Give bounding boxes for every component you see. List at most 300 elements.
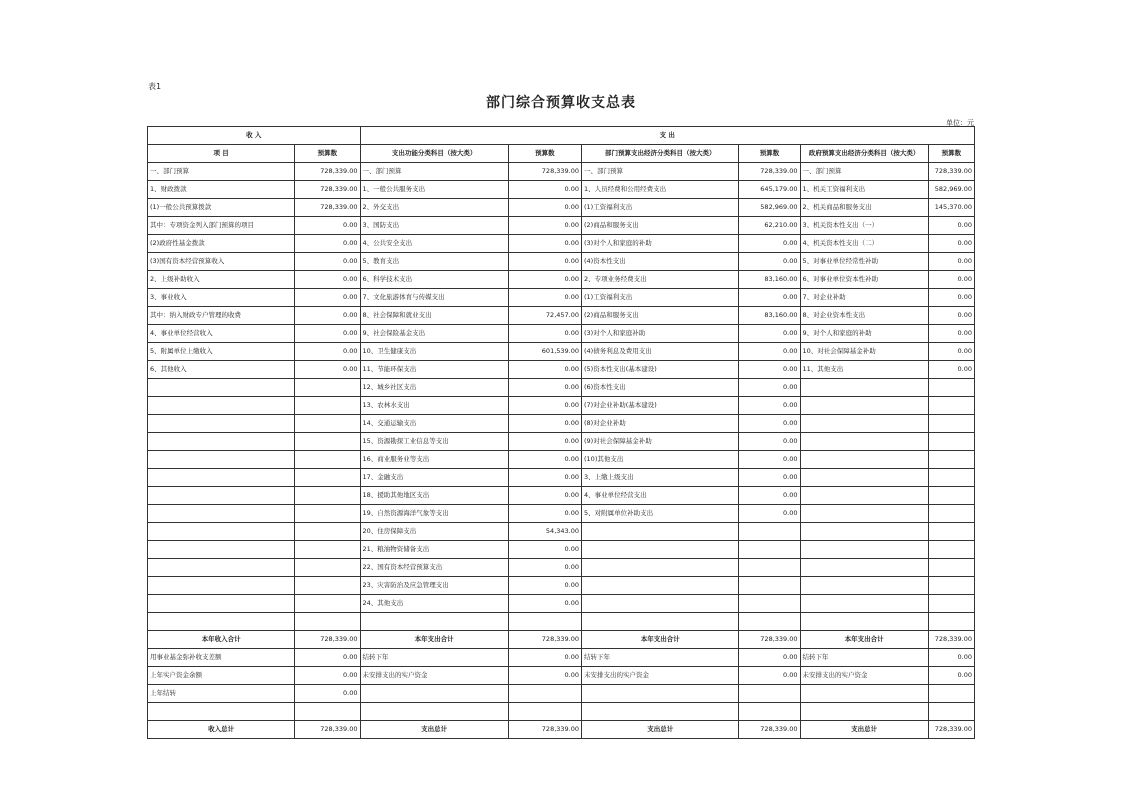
dept-economic-item: 支出总计 <box>582 721 739 739</box>
dept-economic-amount <box>739 577 800 595</box>
income-item <box>148 541 295 559</box>
income-item: 5、附属单位上缴收入 <box>148 343 295 361</box>
gov-economic-amount <box>928 595 974 613</box>
gov-economic-item <box>800 397 928 415</box>
income-item <box>148 379 295 397</box>
gov-economic-item: 一、部门预算 <box>800 163 928 181</box>
income-amount <box>295 559 360 577</box>
dept-economic-amount: 0.00 <box>739 469 800 487</box>
dept-economic-item: (7)对企业补助(基本建设) <box>582 397 739 415</box>
income-item <box>148 577 295 595</box>
functional-item: 23、灾害防治及应急管理支出 <box>360 577 508 595</box>
income-item: 2、上级补助收入 <box>148 271 295 289</box>
dept-economic-amount <box>739 559 800 577</box>
table-row <box>148 433 975 451</box>
functional-item: 一、部门预算 <box>360 163 508 181</box>
gov-economic-amount <box>928 451 974 469</box>
dept-economic-item: (10)其他支出 <box>582 451 739 469</box>
income-amount <box>295 415 360 433</box>
gov-economic-item <box>800 505 928 523</box>
dept-economic-amount <box>739 703 800 721</box>
functional-item <box>360 613 508 631</box>
income-amount: 0.00 <box>295 325 360 343</box>
gov-economic-amount <box>928 487 974 505</box>
income-amount: 728,339.00 <box>295 721 360 739</box>
functional-amount <box>508 613 581 631</box>
functional-item: 8、社会保障和就业支出 <box>360 307 508 325</box>
grand-total-row <box>148 721 975 739</box>
dept-economic-amount: 582,969.00 <box>739 199 800 217</box>
income-item: 本年收入合计 <box>148 631 295 649</box>
dept-economic-amount: 0.00 <box>739 289 800 307</box>
table-row <box>148 595 975 613</box>
dept-economic-budget-header: 预算数 <box>739 145 800 163</box>
income-item: (2)政府性基金拨款 <box>148 235 295 253</box>
gov-economic-budget-header: 预算数 <box>928 145 974 163</box>
dept-economic-item: 一、部门预算 <box>582 163 739 181</box>
functional-amount: 0.00 <box>508 433 581 451</box>
functional-item: 20、住房保障支出 <box>360 523 508 541</box>
functional-item: 2、外交支出 <box>360 199 508 217</box>
dept-economic-item: (8)对企业补助 <box>582 415 739 433</box>
functional-item: 19、自然资源海洋气象等支出 <box>360 505 508 523</box>
functional-amount: 0.00 <box>508 325 581 343</box>
dept-economic-item: (9)对社会保障基金补助 <box>582 433 739 451</box>
table-row <box>148 577 975 595</box>
table-row <box>148 271 975 289</box>
income-amount <box>295 703 360 721</box>
dept-economic-amount: 83,160.00 <box>739 307 800 325</box>
dept-economic-item: (5)资本性支出(基本建设) <box>582 361 739 379</box>
income-item <box>148 613 295 631</box>
income-amount: 0.00 <box>295 343 360 361</box>
gov-economic-item <box>800 523 928 541</box>
gov-economic-amount: 0.00 <box>928 217 974 235</box>
income-amount: 0.00 <box>295 289 360 307</box>
gov-economic-amount: 0.00 <box>928 667 974 685</box>
dept-economic-amount: 0.00 <box>739 649 800 667</box>
income-item: 其中：纳入财政专户管理的收费 <box>148 307 295 325</box>
dept-economic-item: (6)资本性支出 <box>582 379 739 397</box>
functional-item: 16、商业服务业等支出 <box>360 451 508 469</box>
dept-economic-item: 1、人员经费和公用经费支出 <box>582 181 739 199</box>
income-amount <box>295 505 360 523</box>
income-amount: 0.00 <box>295 271 360 289</box>
functional-item: 3、国防支出 <box>360 217 508 235</box>
income-amount: 728,339.00 <box>295 181 360 199</box>
table-row <box>148 415 975 433</box>
table-row <box>148 163 975 181</box>
table-row <box>148 451 975 469</box>
gov-economic-item <box>800 415 928 433</box>
functional-amount <box>508 703 581 721</box>
dept-economic-item <box>582 559 739 577</box>
income-amount <box>295 433 360 451</box>
group-header-row <box>148 127 975 145</box>
functional-amount: 728,339.00 <box>508 631 581 649</box>
budget-summary-table <box>147 126 975 739</box>
income-amount <box>295 469 360 487</box>
income-amount <box>295 595 360 613</box>
dept-economic-item: (1)工资福利支出 <box>582 199 739 217</box>
table-row <box>148 703 975 721</box>
unit-label: 单位：元 <box>946 119 974 127</box>
functional-amount: 0.00 <box>508 487 581 505</box>
table-row <box>148 199 975 217</box>
dept-economic-item <box>582 577 739 595</box>
gov-economic-item: 11、其他支出 <box>800 361 928 379</box>
functional-item: 本年支出合计 <box>360 631 508 649</box>
income-amount: 0.00 <box>295 217 360 235</box>
income-amount: 0.00 <box>295 685 360 703</box>
dept-economic-item: 未安排支出的实户资金 <box>582 667 739 685</box>
gov-economic-amount <box>928 433 974 451</box>
dept-economic-item: 5、对附属单位补助支出 <box>582 505 739 523</box>
income-item <box>148 397 295 415</box>
dept-economic-item: (4)债务利息及费用支出 <box>582 343 739 361</box>
functional-amount: 72,457.00 <box>508 307 581 325</box>
gov-economic-amount <box>928 397 974 415</box>
income-item <box>148 595 295 613</box>
gov-economic-item <box>800 541 928 559</box>
gov-economic-item <box>800 451 928 469</box>
table-row <box>148 487 975 505</box>
table-row <box>148 235 975 253</box>
functional-item: 7、文化旅游体育与传媒支出 <box>360 289 508 307</box>
functional-amount: 0.00 <box>508 469 581 487</box>
functional-amount: 0.00 <box>508 559 581 577</box>
gov-economic-amount <box>928 469 974 487</box>
gov-economic-item <box>800 577 928 595</box>
gov-economic-item: 支出总计 <box>800 721 928 739</box>
gov-economic-amount: 0.00 <box>928 271 974 289</box>
income-amount <box>295 397 360 415</box>
gov-economic-amount <box>928 415 974 433</box>
functional-amount <box>508 685 581 703</box>
dept-economic-amount: 0.00 <box>739 451 800 469</box>
income-item: 其中：专项资金列入部门预算的项目 <box>148 217 295 235</box>
gov-economic-item: 4、机关资本性支出（二） <box>800 235 928 253</box>
functional-amount: 728,339.00 <box>508 721 581 739</box>
dept-economic-item: (4)资本性支出 <box>582 253 739 271</box>
dept-economic-amount <box>739 523 800 541</box>
dept-economic-item: 结转下年 <box>582 649 739 667</box>
dept-economic-item <box>582 685 739 703</box>
table-row <box>148 559 975 577</box>
functional-item: 17、金融支出 <box>360 469 508 487</box>
income-item <box>148 505 295 523</box>
income-amount: 0.00 <box>295 667 360 685</box>
dept-economic-header: 部门预算支出经济分类科目（按大类） <box>582 145 739 163</box>
income-amount <box>295 523 360 541</box>
table-label: 表1 <box>148 82 162 91</box>
gov-economic-amount: 0.00 <box>928 307 974 325</box>
dept-economic-amount: 0.00 <box>739 361 800 379</box>
gov-economic-amount <box>928 541 974 559</box>
gov-economic-amount <box>928 577 974 595</box>
functional-item: 未安排支出的实户资金 <box>360 667 508 685</box>
table-row <box>148 505 975 523</box>
income-amount <box>295 487 360 505</box>
functional-item: 18、援助其他地区支出 <box>360 487 508 505</box>
gov-economic-item <box>800 685 928 703</box>
table-row <box>148 541 975 559</box>
functional-amount: 0.00 <box>508 181 581 199</box>
income-amount <box>295 451 360 469</box>
gov-economic-item: 5、对事业单位经常性补助 <box>800 253 928 271</box>
dept-economic-item: (1)工资福利支出 <box>582 289 739 307</box>
functional-item: 支出总计 <box>360 721 508 739</box>
income-item <box>148 559 295 577</box>
functional-item <box>360 703 508 721</box>
gov-economic-amount: 0.00 <box>928 235 974 253</box>
dept-economic-amount: 0.00 <box>739 667 800 685</box>
table-row <box>148 361 975 379</box>
gov-economic-item <box>800 379 928 397</box>
dept-economic-amount: 728,339.00 <box>739 721 800 739</box>
dept-economic-amount: 0.00 <box>739 433 800 451</box>
functional-amount: 0.00 <box>508 541 581 559</box>
income-item <box>148 433 295 451</box>
gov-economic-header: 政府预算支出经济分类科目（按大类） <box>800 145 928 163</box>
income-item: 用事业基金弥补收支差额 <box>148 649 295 667</box>
income-amount: 0.00 <box>295 361 360 379</box>
functional-amount: 0.00 <box>508 235 581 253</box>
dept-economic-item <box>582 541 739 559</box>
dept-economic-amount <box>739 685 800 703</box>
gov-economic-item <box>800 613 928 631</box>
income-item <box>148 703 295 721</box>
gov-economic-amount: 0.00 <box>928 361 974 379</box>
gov-economic-item: 6、对事业单位资本性补助 <box>800 271 928 289</box>
dept-economic-item: (3)对个人和家庭的补助 <box>582 235 739 253</box>
functional-item: 12、城乡社区支出 <box>360 379 508 397</box>
table-row <box>148 253 975 271</box>
gov-economic-amount <box>928 505 974 523</box>
income-amount <box>295 577 360 595</box>
gov-economic-amount <box>928 559 974 577</box>
gov-economic-amount: 0.00 <box>928 289 974 307</box>
gov-economic-item: 8、对企业资本性支出 <box>800 307 928 325</box>
functional-item: 21、粮油物资储备支出 <box>360 541 508 559</box>
income-item <box>148 415 295 433</box>
income-item: (3)国有资本经营预算收入 <box>148 253 295 271</box>
dept-economic-item <box>582 595 739 613</box>
functional-item: 1、一般公共服务支出 <box>360 181 508 199</box>
functional-item: 6、科学技术支出 <box>360 271 508 289</box>
item-header: 项 目 <box>148 145 295 163</box>
dept-economic-amount: 0.00 <box>739 253 800 271</box>
dept-economic-amount: 0.00 <box>739 343 800 361</box>
functional-amount: 0.00 <box>508 379 581 397</box>
functional-amount: 0.00 <box>508 667 581 685</box>
gov-economic-item <box>800 433 928 451</box>
year-total-row <box>148 631 975 649</box>
gov-economic-amount: 145,370.00 <box>928 199 974 217</box>
functional-item: 24、其他支出 <box>360 595 508 613</box>
dept-economic-amount: 0.00 <box>739 415 800 433</box>
income-amount: 728,339.00 <box>295 163 360 181</box>
income-item: (1)一般公共预算拨款 <box>148 199 295 217</box>
column-header-row <box>148 145 975 163</box>
gov-economic-item: 结转下年 <box>800 649 928 667</box>
functional-amount: 728,339.00 <box>508 163 581 181</box>
income-item <box>148 487 295 505</box>
income-amount: 0.00 <box>295 253 360 271</box>
dept-economic-amount: 728,339.00 <box>739 631 800 649</box>
gov-economic-amount: 0.00 <box>928 325 974 343</box>
income-amount: 728,339.00 <box>295 199 360 217</box>
gov-economic-item <box>800 559 928 577</box>
income-amount <box>295 613 360 631</box>
income-item: 6、其他收入 <box>148 361 295 379</box>
income-item <box>148 469 295 487</box>
gov-economic-amount <box>928 685 974 703</box>
income-amount <box>295 379 360 397</box>
gov-economic-item <box>800 595 928 613</box>
gov-economic-amount: 0.00 <box>928 343 974 361</box>
gov-economic-item: 9、对个人和家庭的补助 <box>800 325 928 343</box>
dept-economic-amount <box>739 613 800 631</box>
income-group-header: 收 入 <box>148 127 361 145</box>
dept-economic-amount: 62,210.00 <box>739 217 800 235</box>
gov-economic-item <box>800 469 928 487</box>
income-budget-header: 预算数 <box>295 145 360 163</box>
gov-economic-item: 7、对企业补助 <box>800 289 928 307</box>
income-amount: 0.00 <box>295 235 360 253</box>
functional-item: 10、卫生健康支出 <box>360 343 508 361</box>
table-row <box>148 685 975 703</box>
functional-amount: 0.00 <box>508 415 581 433</box>
functional-amount: 54,343.00 <box>508 523 581 541</box>
dept-economic-amount <box>739 595 800 613</box>
page-title: 部门综合预算收支总表 <box>486 95 636 111</box>
income-amount: 728,339.00 <box>295 631 360 649</box>
dept-economic-amount: 0.00 <box>739 505 800 523</box>
functional-item: 15、资源勘探工业信息等支出 <box>360 433 508 451</box>
functional-amount: 601,539.00 <box>508 343 581 361</box>
income-item <box>148 523 295 541</box>
functional-amount: 0.00 <box>508 649 581 667</box>
functional-item: 5、教育支出 <box>360 253 508 271</box>
gov-economic-amount: 728,339.00 <box>928 163 974 181</box>
gov-economic-item: 本年支出合计 <box>800 631 928 649</box>
table-row <box>148 397 975 415</box>
gov-economic-item: 1、机关工资福利支出 <box>800 181 928 199</box>
dept-economic-amount: 0.00 <box>739 397 800 415</box>
dept-economic-amount: 0.00 <box>739 235 800 253</box>
income-amount <box>295 541 360 559</box>
dept-economic-amount: 0.00 <box>739 379 800 397</box>
gov-economic-amount: 0.00 <box>928 649 974 667</box>
functional-amount: 0.00 <box>508 289 581 307</box>
functional-item: 14、交通运输支出 <box>360 415 508 433</box>
functional-item: 4、公共安全支出 <box>360 235 508 253</box>
income-amount: 0.00 <box>295 307 360 325</box>
table-row <box>148 523 975 541</box>
dept-economic-amount: 83,160.00 <box>739 271 800 289</box>
gov-economic-amount <box>928 613 974 631</box>
income-item: 3、事业收入 <box>148 289 295 307</box>
functional-amount: 0.00 <box>508 271 581 289</box>
gov-economic-amount <box>928 379 974 397</box>
dept-economic-item: 3、上缴上级支出 <box>582 469 739 487</box>
table-row <box>148 217 975 235</box>
dept-economic-item: (3)对个人和家庭补助 <box>582 325 739 343</box>
gov-economic-item <box>800 703 928 721</box>
dept-economic-amount: 0.00 <box>739 487 800 505</box>
gov-economic-amount: 0.00 <box>928 253 974 271</box>
functional-amount: 0.00 <box>508 577 581 595</box>
income-item: 4、事业单位经营收入 <box>148 325 295 343</box>
dept-economic-amount <box>739 541 800 559</box>
functional-amount: 0.00 <box>508 397 581 415</box>
gov-economic-amount: 728,339.00 <box>928 721 974 739</box>
dept-economic-item: 4、事业单位经营支出 <box>582 487 739 505</box>
functional-item: 22、国有资本经营预算支出 <box>360 559 508 577</box>
functional-header: 支出功能分类科目（按大类） <box>360 145 508 163</box>
dept-economic-item: 2、专项业务经费支出 <box>582 271 739 289</box>
income-item: 上年结转 <box>148 685 295 703</box>
functional-item: 结转下年 <box>360 649 508 667</box>
gov-economic-item: 3、机关资本性支出（一） <box>800 217 928 235</box>
table-row <box>148 343 975 361</box>
functional-amount: 0.00 <box>508 505 581 523</box>
functional-amount: 0.00 <box>508 361 581 379</box>
income-item: 一、部门预算 <box>148 163 295 181</box>
table-row <box>148 469 975 487</box>
dept-economic-amount: 0.00 <box>739 325 800 343</box>
functional-item: 13、农林水支出 <box>360 397 508 415</box>
table-row <box>148 667 975 685</box>
functional-item: 11、节能环保支出 <box>360 361 508 379</box>
gov-economic-amount <box>928 703 974 721</box>
gov-economic-item: 2、机关商品和服务支出 <box>800 199 928 217</box>
table-row <box>148 325 975 343</box>
dept-economic-item: 本年支出合计 <box>582 631 739 649</box>
functional-item: 9、社会保险基金支出 <box>360 325 508 343</box>
gov-economic-item: 未安排支出的实户资金 <box>800 667 928 685</box>
income-item: 上年实户资金余额 <box>148 667 295 685</box>
functional-amount: 0.00 <box>508 451 581 469</box>
functional-budget-header: 预算数 <box>508 145 581 163</box>
table-row <box>148 289 975 307</box>
functional-amount: 0.00 <box>508 595 581 613</box>
functional-item <box>360 685 508 703</box>
gov-economic-amount: 582,969.00 <box>928 181 974 199</box>
dept-economic-amount: 728,339.00 <box>739 163 800 181</box>
expense-group-header: 支 出 <box>360 127 975 145</box>
functional-amount: 0.00 <box>508 199 581 217</box>
dept-economic-item <box>582 703 739 721</box>
table-row <box>148 307 975 325</box>
table-row <box>148 649 975 667</box>
functional-amount: 0.00 <box>508 253 581 271</box>
gov-economic-amount <box>928 523 974 541</box>
dept-economic-item: (2)商品和服务支出 <box>582 307 739 325</box>
gov-economic-item <box>800 487 928 505</box>
dept-economic-item <box>582 613 739 631</box>
dept-economic-item <box>582 523 739 541</box>
income-item: 1、财政拨款 <box>148 181 295 199</box>
table-row <box>148 613 975 631</box>
gov-economic-item: 10、对社会保障基金补助 <box>800 343 928 361</box>
dept-economic-item: (2)商品和服务支出 <box>582 217 739 235</box>
table-row <box>148 181 975 199</box>
table-row <box>148 379 975 397</box>
dept-economic-amount: 645,179.00 <box>739 181 800 199</box>
income-item <box>148 451 295 469</box>
